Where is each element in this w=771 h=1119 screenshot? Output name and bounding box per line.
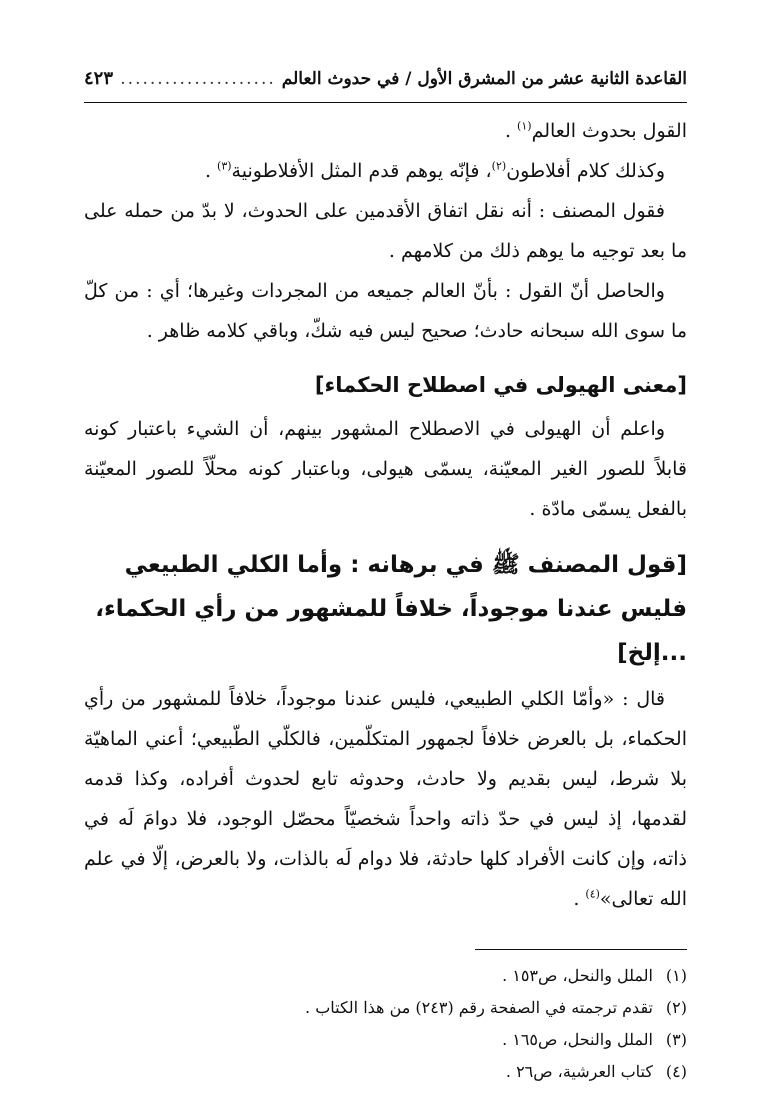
footnote-divider: [475, 949, 687, 950]
footnote-ref-3: (٣): [217, 159, 232, 173]
section-hyle-text: واعلم أن الهيولى في الاصطلاح المشهور بينهم، أن الشيء باعتبار كونه قابلاً للصور الغير المعيّنة، يسمّى هيولى، وباعتبار كونه محلّاً للصور المعيّنة بالفعل يسمّى مادّة .: [84, 418, 687, 520]
footnote-ref-1: (١): [517, 119, 532, 133]
paragraph-1: القول بحدوث العالم$^{(١)}$ .: [504, 119, 687, 142]
footnote-item: (٢) تقدم ترجمته في الصفحة رقم (٢٤٣) من هذا الكتاب .: [305, 998, 687, 1017]
running-header: [84, 68, 687, 103]
header-title: القاعدة الثانية عشر من المشرق الأول / في حدوث العالم: [281, 69, 687, 89]
paragraph-2: وكذلك كلام أفلاطون$^{(٢)}$، فإنّه يوهم قدم المثل الأفلاطونية$^{(٣)}$ .: [204, 159, 665, 182]
page-body: [84, 111, 687, 1088]
paragraph-3: فقول المصنف : أنه نقل اتفاق الأقدمين على الحدوث، لا بدّ من حمله على ما بعد توجيه ما يوهم ذلك من كلامهم .: [84, 200, 687, 262]
section-heading-hyle: [معنى الهيولى في اصطلاح الحكماء]: [314, 373, 687, 397]
footnote-item: (٤) كتاب العرشية، ص٢٦ .: [505, 1062, 687, 1081]
section-natural-universal-text: قال : «وأمّا الكلي الطبيعي، فليس عندنا موجوداً، خلافاً للمشهور من رأي الحكماء، بل بالعرض خلافاً لجمهور المتكلّمين، فالكلّي الطّبيعي؛ أعني الماهيّة بلا شرط، ليس بقديم ولا حادث، وحدوثه تابع لحدوث أفراده، وكذا قدمه لقدمها، إذ ليس في حدّ ذاته واحداً شخصيّاً محصّل الوجود، فلا دوامَ لَه في ذاته، وإن كانت الأفراد كلها حادثة، فلا دوام لَه بالذات، ولا بالعرض، إلّا في علم الله تعالى»$^{(٤)}$ .: [84, 688, 687, 910]
footnote-item: (١) الملل والنحل، ص١٥٣ .: [502, 966, 687, 985]
paragraph-4: والحاصل أنّ القول : بأنّ العالم جميعه من المجردات وغيرها؛ أي : من كلّ ما سوى الله سبحانه حادث؛ صحيح ليس فيه شكّ، وباقي كلامه ظاهر .: [84, 280, 687, 342]
section-heading-natural-universal: [قول المصنف ﷺ في برهانه : وأما الكلي الطبيعي فليس عندنا موجوداً، خلافاً للمشهور من رأي الحكماء، ...إلخ]: [95, 552, 687, 666]
footnote-ref-2: (٢): [491, 159, 507, 173]
footnotes: [84, 960, 687, 1088]
footnote-item: (٣) الملل والنحل، ص١٦٥ .: [502, 1030, 687, 1049]
header-leader-dots: [119, 69, 276, 89]
page-number: ٤٢٣: [84, 68, 114, 89]
footnote-ref-4: (٤): [585, 887, 600, 901]
